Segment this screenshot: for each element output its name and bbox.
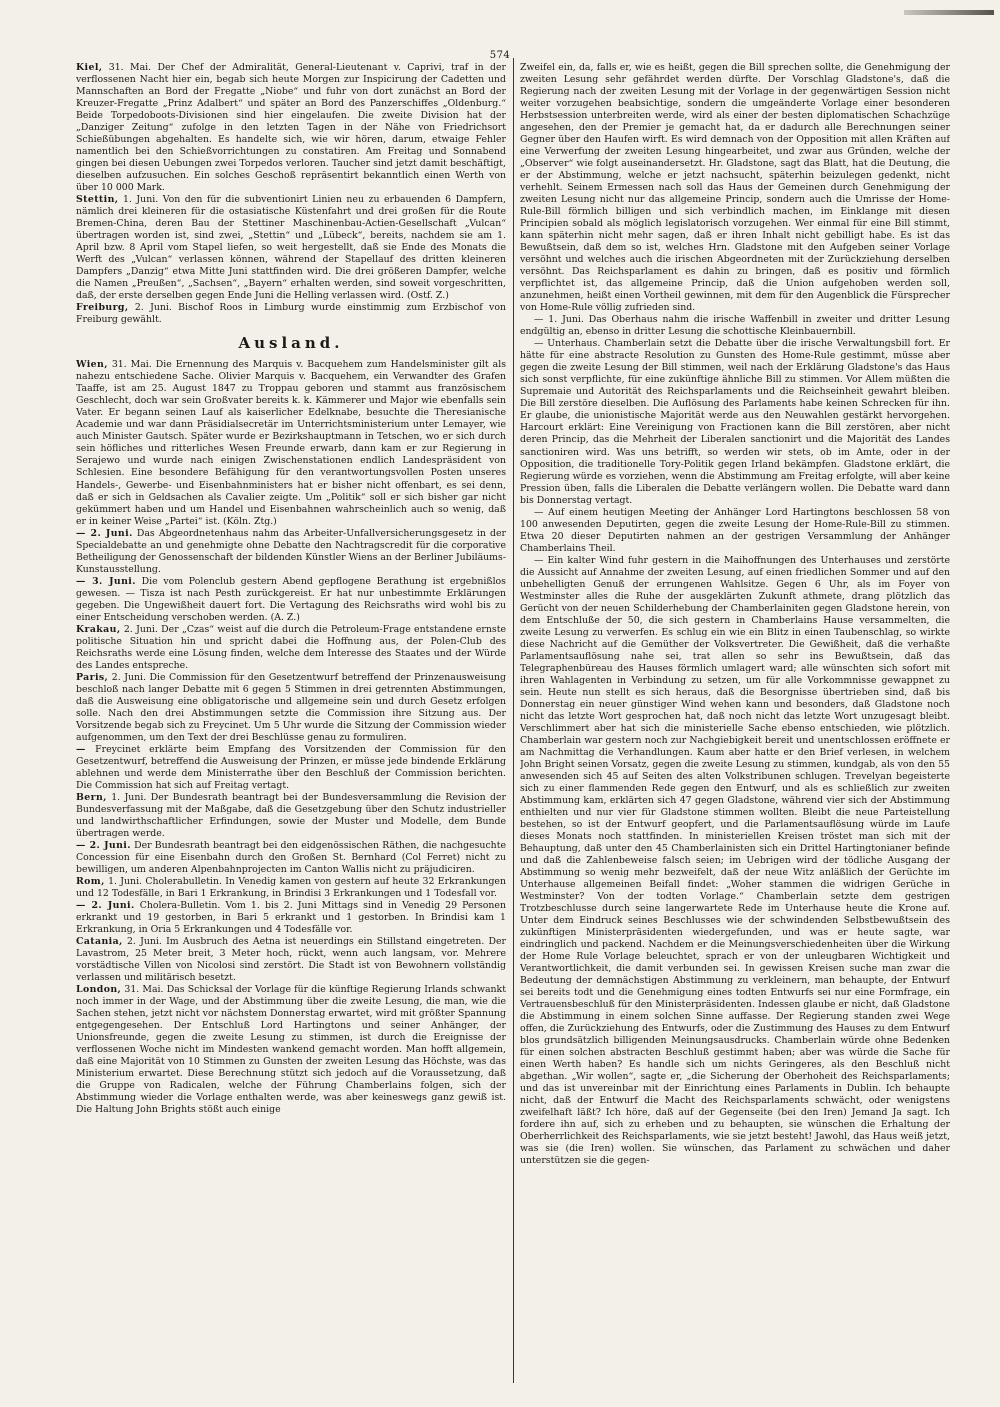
- article-dateline-date: 1. Juni.: [122, 194, 159, 206]
- article-body: Die Ernennung des Marquis v. Bacquehem zum Handelsminister gilt als nahezu entschiedene Sache. Olivier Marquis v. Bacquehem, ein Verwandter des Grafen Taaffe, ist am 25. August 1847 zu Troppau geboren und stammt aus französischem Geschlecht, doch war sein Großvater bereits k. k. Kämmerer und Major wie ebenfalls sein Vater. Er begann seinen Lauf als kaiserlicher Edelknabe, besuchte die Theresianische Academie und war dann Präsidialsecretär im Unterrichtsministerium unter Lemayer, wie auch Minister Gautsch. Später wurde er Bezirkshauptmann in Tetschen, wo er sich durch sein höfliches und ritterliches Wesen Freunde erwarb, dann kam er zur Regierung in Serajewo und wurde nach einigen Zwischenstationen endlich Landespräsident von Schlesien. Eine besondere Befähigung für den verantwortungsvollen Posten unseres Handels-, Gewerbe- und Eisenbahnministers hat er bisher nicht offenbart, es sei denn, daß er sich in Geldsachen als Cavalier zeigte. Um „Politik“ soll er sich bisher gar nicht gekümmert haben und um Handel und Eisenbahnen wahrscheinlich auch so wenig, daß er in keiner Weise „Partei“ ist.: [76, 359, 506, 527]
- news-article: [76, 302, 506, 326]
- news-article: [76, 624, 506, 672]
- article-body: Der Chef der Admiralität, General-Lieutenant v. Caprivi, traf in der verflossenen Nacht hier ein, begab sich heute Morgen zur Inspicirung der Cadetten und Mannschaften an Bord der Fregatte „Niobe“ und fuhr von dort zunächst an Bord der Kreuzer-Fregatte „Prinz Adalbert“ und später an Bord des Panzerschiffes „Oldenburg.“ Beide Torpedoboots-Divisionen sind hier eingelaufen. Die zweite Division hat der „Danziger Zeitung“ zufolge in den letzten Tagen in der Nähe von Friedrichsort Schießübungen abgehalten. Es handelte sich, wie wir hören, darum, etwaige Fehler namentlich bei den Schießvorrichtungen zu constatiren. Am Freitag und Sonnabend gingen bei diesen Uebungen zwei Torpedos verloren. Taucher sind jetzt damit beschäftigt, dieselben aufzusuchen. Ein solches Geschoß repräsentirt bekanntlich einen Werth von über 10 000 Mark.: [76, 62, 506, 194]
- article-dateline-place: Catania,: [76, 936, 123, 948]
- article-body: Die Commission für den Gesetzentwurf betreffend der Prinzenausweisung beschloß nach langer Debatte mit 6 gegen 5 Stimmen in drei getrennten Abstimmungen, daß die Ausweisung eine obligatorische und allgemeine sein und durch Gesetz erfolgen solle. Nach den drei Abstimmungen setzte die Commission ihre Sitzung aus. Der Vorsitzende begab sich zu Freycinet. Um 5 Uhr wurde die Sitzung der Commission wieder aufgenommen, um den Text der drei Beschlüsse genau zu formuliren.: [76, 671, 506, 743]
- report-paragraph: [520, 507, 950, 555]
- article-dateline-place: — 2. Juni.: [76, 900, 135, 912]
- article-dateline-date: 31. Mai.: [111, 359, 152, 371]
- article-body: Der Bundesrath beantragt bei der Bundesversammlung die Revision der Bundesverfassung mit der Maßgabe, daß die Gesetzgebung über den Schutz industrieller und landwirthschaftlicher Erfindungen, sowie der Muster und Modelle, dem Bunde übertragen werde.: [76, 791, 506, 839]
- report-paragraph: [520, 555, 950, 1168]
- article-dateline-place: Paris,: [76, 671, 109, 683]
- article-dateline-place: Kiel,: [76, 62, 103, 73]
- article-dateline-place: Rom,: [76, 876, 105, 888]
- news-article: [76, 792, 506, 840]
- left-column: [76, 62, 506, 1382]
- news-article: [76, 744, 506, 792]
- paragraph-body: Chamberlain setzt die Debatte über die irische Verwaltungsbill fort. Er hätte für eine abstracte Resolution zu Gunsten des Home-Rule gestimmt, müsse aber gegen die zweite Lesung der Bill stimmen, weil nach der Erklärung Gladstone's das Haus sich sonst verpflichte, für eine zukünftige ähnliche Bill zu stimmen. Vor Allem müßten die Supremaie und Autorität des Reichsparlaments und die Reichseinheit gewahrt bleiben. Die Bill zerstöre dieselben. Die Auflösung des Parlaments habe keinen Schrecken für ihn. Er glaube, die unionistische Majorität werde aus den Neuwahlen gestärkt hervorgehen. Harcourt erklärt: Eine Vereinigung von Fractionen kann die Bill zerstören, aber nicht deren Princip, das die Mehrheit der Liberalen sanctionirt und die Majorität des Landes sanctioniren wird. Was uns betrifft, so werden wir stets, ob im Amte, oder in der Opposition, die traditionelle Tory-Politik gegen Irland bekämpfen. Gladstone erklärt, die Regierung würde es vorziehen, wenn die Abstimmung am Freitag erfolgte, will aber keine Pression üben, falls die Liberalen die Debatte verlängern wollen. Die Debatte ward dann bis Donnerstag vertagt.: [520, 338, 950, 506]
- paragraph-lead: — Unterhaus.: [534, 338, 601, 350]
- paragraph-lead: — 1. Juni.: [534, 314, 584, 326]
- article-dateline-place: Bern,: [76, 791, 107, 803]
- article-body: Das Schicksal der Vorlage für die künftige Regierung Irlands schwankt noch immer in der Wage, und der Abstimmung über die zweite Lesung, die man, wie die Sachen stehen, jetzt nicht vor nächstem Donnerstag erwartet, wird mit größter Spannung entgegengesehen. Der Entschluß Lord Hartingtons und seiner Anhänger, der Unionsfreunde, gegen die zweite Lesung zu stimmen, ist durch die Ereignisse der verflossenen Woche nicht im Mindesten wankend gemacht worden. Man hofft allgemein, daß eine Majorität von 10 Stimmen zu Gunsten der zweiten Lesung das Höchste, was das Ministerium erwartet. Diese Berechnung stützt sich jedoch auf die Voraussetzung, daß die Gruppe von Radicalen, welche der Führung Chamberlains folgen, sich der Abstimmung wieder die Vorlage enthalten werde, was aber keineswegs ganz gewiß ist. Die Haltung John Brights stößt auch einige: [76, 984, 506, 1116]
- article-dateline-date: 1. Juni.: [108, 876, 143, 888]
- london-report-continuation: [520, 62, 950, 1167]
- article-body: Im Ausbruch des Aetna ist neuerdings ein Stillstand eingetreten. Der Lavastrom, 25 Meter breit, 3 Meter hoch, rückt, wenn auch langsam, vor. Mehrere vorstädtische Villen von Nicolosi sind zerstört. Die Stadt ist von Bewohnern vollständig verlassen und militärisch besetzt.: [76, 936, 506, 984]
- article-body: Bischof Roos in Limburg wurde einstimmig zum Erzbischof von Freiburg gewählt.: [76, 302, 506, 326]
- column-divider: [513, 58, 514, 1383]
- article-source: (Ostf. Z.): [407, 290, 449, 302]
- article-source: (A. Z.): [270, 611, 300, 623]
- article-body: Das Abgeordnetenhaus nahm das Arbeiter-Unfallversicherungsgesetz in der Specialdebatte an und genehmigte ohne Debatte den Nachtragscredit für die corporative Betheiligung der Genossenschaft der bildenden Künstler Wiens an der Berliner Jubiläums-Kunstausstellung.: [76, 527, 506, 575]
- article-body: Die vom Polenclub gestern Abend gepflogene Berathung ist ergebnißlos gewesen. — Tisza ist nach Pesth zurückgereist. Er hat nur unbestimmte Erklärungen gegeben. Die Ungewißheit dauert fort. Die Vertagung des Reichsraths wird wohl bis zu einer Entscheidung verschoben werden.: [76, 575, 506, 623]
- news-article: [76, 984, 506, 1116]
- article-dateline-place: Freiburg,: [76, 302, 129, 314]
- article-dateline-date: 31. Mai.: [108, 62, 152, 73]
- report-paragraph: [520, 338, 950, 506]
- domestic-news-section: [76, 62, 506, 326]
- news-article: [76, 936, 506, 984]
- article-dateline-date: 2. Juni.: [123, 623, 158, 635]
- paragraph-body: Das Oberhaus nahm die irische Waffenbill in zweiter und dritter Lesung endgültig an, ebenso in dritter Lesung die schottische Kleinbauernbill.: [520, 314, 950, 338]
- report-paragraph: [520, 62, 950, 314]
- news-article: [76, 576, 506, 624]
- news-article: [76, 672, 506, 744]
- right-column: [520, 62, 950, 1382]
- news-article: [76, 528, 506, 576]
- paragraph-body: Zweifel ein, da, falls er, wie es heißt, gegen die Bill sprechen sollte, die Genehmigung der zweiten Lesung sehr gefährdet werden dürfte. Der Vorschlag Gladstone's, daß die Regierung nach der zweiten Lesung mit der Vorlage in der gegenwärtigen Session nicht weiter vorzugehen beabsichtige, sondern die umgeänderte Vorlage einer besonderen Herbstsession unterbreiten werde, wird als einer der besten diplomatischen Schachzüge angesehen, den der Premier je gemacht hat, da er dadurch alle Berechnungen seiner Gegner über den Haufen wirft. Es wird demnach von der Opposition mit allen Kräften auf eine Verwerfung der zweiten Lesung hingearbeitet, und zwar aus Gründen, welche der „Observer“ wie folgt auseinandersetzt. Hr. Gladstone, sagt das Blatt, hat die Deutung, die er der Abstimmung, welche er jetzt nachsucht, späterhin beizulegen gedenkt, nicht verhehlt. Seinem Ermessen nach soll das Haus der Gemeinen durch Genehmigung der zweiten Lesung nicht nur das allgemeine Princip, sondern auch die Umrisse der Home-Rule-Bill förmlich billigen und sich verbindlich machen, im Einklange mit diesen Principien sobald als möglich legislatorisch vorzugehen. Wer einmal für eine Bill stimmt, kann späterhin nicht mehr sagen, daß er ihren Inhalt nicht gebilligt habe. Es ist das Bewußtsein, daß dem so ist, welches Hrn. Gladstone mit den Aufgeben seiner Vorlage versöhnt und welches auch die irischen Abgeordneten mit der Zurückziehung derselben versöhnt. Das Reichsparlament es dahin zu bringen, daß es positiv und förmlich verpflichtet ist, das allgemeine Princip, daß die Union aufgehoben werden soll, anzunehmen, heißt einen Vortheil gewinnen, mit dem für den Augenblick die Fürsprecher von Home-Rule völlig zufrieden sind.: [520, 62, 950, 314]
- article-dateline-place: Wien,: [76, 359, 108, 371]
- section-heading-ausland: Ausland.: [238, 334, 344, 353]
- article-dateline-place: London,: [76, 984, 122, 996]
- news-article: [76, 876, 506, 900]
- foreign-news-section: [76, 359, 506, 1116]
- article-body: Der Bundesrath beantragt bei den eidgenössischen Räthen, die nachgesuchte Concession für eine Eisenbahn durch den Großen St. Bernhard (Col Ferret) nicht zu bewilligen, um anderen Alpenbahnprojecten im Canton Wallis nicht zu präjudiciren.: [76, 839, 506, 875]
- news-article: [76, 194, 506, 302]
- page-number: 574: [489, 50, 511, 61]
- article-body: Freycinet erklärte beim Empfang des Vorsitzenden der Commission für den Gesetzentwurf, betreffend die Ausweisung der Prinzen, er müsse jede bindende Erklärung ablehnen und werde dem Ministerrathe über den Beschluß der Commission berichten. Die Commission hat sich auf Freitag vertagt.: [76, 743, 506, 791]
- article-body: Cholera-Bulletin. Vom 1. bis 2. Juni Mittags sind in Venedig 29 Personen erkrankt und 19 gestorben, in Bari 5 erkrankt und 1 gestorben. In Brindisi kam 1 Erkrankung, in Oria 5 Erkrankungen und 4 Todesfälle vor.: [76, 900, 506, 936]
- paragraph-lead: — Ein: [534, 554, 564, 566]
- article-source: (Köln. Ztg.): [223, 515, 277, 527]
- article-body: Cholerabulletin. In Venedig kamen von gestern auf heute 32 Erkrankungen und 12 Todesfälle, in Bari 1 Erkrankung, in Brindisi 3 Erkrankungen und 1 Todesfall vor.: [76, 876, 506, 900]
- article-dateline-place: Stettin,: [76, 194, 119, 206]
- article-dateline-date: 2. Juni.: [126, 936, 162, 948]
- news-article: [76, 900, 506, 936]
- article-dateline-place: — 2. Juni.: [76, 527, 133, 539]
- article-dateline-date: 2. Juni.: [134, 302, 172, 314]
- news-article: [76, 359, 506, 527]
- paragraph-body: kalter Wind fuhr gestern in die Maihoffnungen des Unterhauses und zerstörte die Aussicht auf Annahme der zweiten Lesung, auf einen friedlichen Sommer und auf den unbehelligten Genuß der errungenen Wahlsitze. Gegen 6 Uhr, als im Foyer von Westminster alles die Ruhe der ausgeklärten Zukunft athmete, drang plötzlich das Gerücht von der neuen Schilderhebung der Chamberlainiten gegen Gladstone herein, von dem Entschluße der 50, die sich gestern in Chamberlains Hause versammelten, die zweite Lesung zu verwerfen. Es schlug ein wie ein Blitz in einen Taubenschlag, so wirkte diese Nachricht auf die Gemüther der Volksvertreter. Die Gewißheit, daß die verhaßte Parlamentsauflösung nahe sei, trat allen so sehr ins Bewußtsein, daß das Telegraphenbüreau des Hauses förmlich umlagert ward; alle wünschten sich sofort mit ihren Wahlagenten in Verbindung zu setzen, um für alle Vorkommnisse gewappnet zu sein. Heute nun stellt es sich heraus, daß die Besorgnisse übertrieben sind, daß bis Donnerstag ein neuer günstiger Wind wehen kann und besonders, daß Gladstone noch nicht das letzte Wort gesprochen hat, daß noch nicht das letzte Wort unzugesagt bleibt. Verschlimmert aber hat sich die ministerielle Sache ebenso entschieden, wie plötzlich. Chamberlain war gestern noch zur Nachgiebigkeit bereit und unentschlossen eröffnete er am Nachmittag die Verhandlungen. Kaum aber hatte er den Brief verlesen, in welchem John Bright seinen Vorsatz, gegen die zweite Lesung zu stimmen, kundgab, als von den 55 anwesenden sich 45 auf Seiten des alten Volkstribunen schlugen. Trevelyan begeisterte sich zu einer flammenden Rede gegen den Entwurf, und als es schließlich zur zweiten Abstimmung kam, erklärten sich 47 gegen Gladstone, während vier sich der Abstimmung enthielten und nur vier für Gladstone stimmen wollten. Bleibt die neue Parteistellung bestehen, so ist der Entwurf geopfert, und die Parlamentsauflösung würde im Laufe dieses Monats noch stattfinden. In ministeriellen Kreisen tröstet man sich mit der Behauptung, daß unter den 45 Chamberlainisten sich ein Drittel Hartingtonianer befinde und daß die Zahlenbeweise falsch seien; im Uebrigen wird der tödliche Ausgang der Abstimmung so wenig mehr bezweifelt, daß der neue Witz anläßlich der Gerüchte im Unterhause allgemeinen Beifall findet: „Woher stammen die widrigen Gerüche in Westminster? Von der todten Vorlage.“ Chamberlain setzte dem gestrigen Trotzbeschlusse durch seine langerwartete Rede im Unterhause heute die Krone auf. Unter dem Eindruck seines Beschlusses wie der schwindenden Selbstbewußtsein des zukünftigen Ministerpräsidenten wiedergefunden, und was er heute sagte, war eindringlich und packend. Nachdem er die Meinungsverschiedenheiten über die Wirkung der Home Rule Vorlage beleuchtet, sprach er von der unleugbaren Wichtigkeit und Verantwortlichkeit, die damit verbunden sei. In gewissen Kreisen suche man zwar die Bedeutung der demnächstigen Abstimmung zu verkleinern, man behaupte, der Entwurf sei bereits todt und die Genehmigung eines todten Entwurfs sei nur eine Formfrage, ein Vertrauensbeschluß für den Ministerpräsidenten. Indessen glaube er nicht, daß Gladstone die Abstimmung in einem solchen Sinne auffasse. Der Regierung standen zwei Wege offen, die Zurückziehung des Entwurfs, oder die Zustimmung des Hauses zu dem Entwurf blos grundsätzlich billigenden Meinungsausdrucks. Chamberlain würde ohne Bedenken für einen solchen abstracten Beschluß gestimmt haben; aber was würde die Sache für einen Werth haben? Es handle sich um nichts Geringeres, als den Beschluß nicht abgethan. „Wir wollen“, sagte er, „die Sicherung der Oberhoheit des Reichsparlaments; und das ist unvereinbar mit der Einrichtung eines Parlaments in Dublin. Ich behaupte nicht, daß der Entwurf die Macht des Reichsparlaments schwächt, oder wenigstens zweifelhaft läßt? Ich höre, daß auf der Gegenseite (bei den Iren) Jemand Ja sagt. Ich fordere ihn auf, sich zu erheben und zu behaupten, sie wünschen die Erhaltung der Oberherrlichkeit des Reichsparlaments, wie sie jetzt besteht! Jawohl, das Haus weiß jetzt, was sie (die Iren) wollen. Sie wünschen, das Parlament zu schwächen und daher unterstützen sie die gegen-: [520, 554, 950, 1167]
- article-dateline-place: — 2. Juni.: [76, 839, 131, 851]
- paragraph-body: einem heutigen Meeting der Anhänger Lord Hartingtons beschlossen 58 von 100 anwesenden Deputirten, gegen die zweite Lesung der Home-Rule-Bill zu stimmen. Etwa 20 dieser Deputirten nahmen an der gestrigen Versammlung der Anhänger Chamberlains Theil.: [520, 506, 950, 554]
- news-article: [76, 62, 506, 194]
- article-dateline-date: 2. Juni.: [111, 671, 146, 683]
- article-body: Der „Czas“ weist auf die durch die Petroleum-Frage entstandene ernste politische Situation hin und spricht dabei die Hoffnung aus, der Polen-Club des Reichsraths werde eine Lösung finden, welche dem Interesse des Staates und der Würde des Landes entspreche.: [76, 623, 506, 671]
- news-article: [76, 840, 506, 876]
- article-dateline-place: — 3. Juni.: [76, 575, 136, 587]
- article-dateline-date: 31. Mai.: [124, 984, 164, 996]
- article-dateline-place: Krakau,: [76, 623, 121, 635]
- paragraph-lead: — Auf: [534, 506, 565, 518]
- scan-corner-mark: [904, 10, 994, 15]
- article-dateline-place: —: [76, 743, 96, 755]
- report-paragraph: [520, 314, 950, 338]
- article-dateline-date: 1. Juni.: [111, 791, 147, 803]
- article-body: Von den für die subventionirt Linien neu zu erbauenden 6 Dampfern, nämlich drei kleineren für die ostasiatische Küstenfahrt und drei großen für die Route Bremen-China, deren Bau der Stettiner Maschinenbau-Actien-Gesellschaft „Vulcan“ übertragen worden ist, sind zwei, „Stettin“ und „Lübeck“, bereits, nachdem sie am 1. April bzw. 8 April vom Stapel liefen, so weit hergestellt, daß sie Ende des Monats die Werft des „Vulcan“ verlassen können, während der Stapellauf des dritten kleineren Dampfers „Danzig“ etwa Mitte Juni stattfinden wird. Die drei größeren Dampfer, welche die Namen „Preußen“, „Sachsen“, „Bayern“ erhalten werden, sind soweit vorgeschritten, daß, der erste derselben gegen Ende Juni die Helling verlassen wird.: [76, 194, 506, 302]
